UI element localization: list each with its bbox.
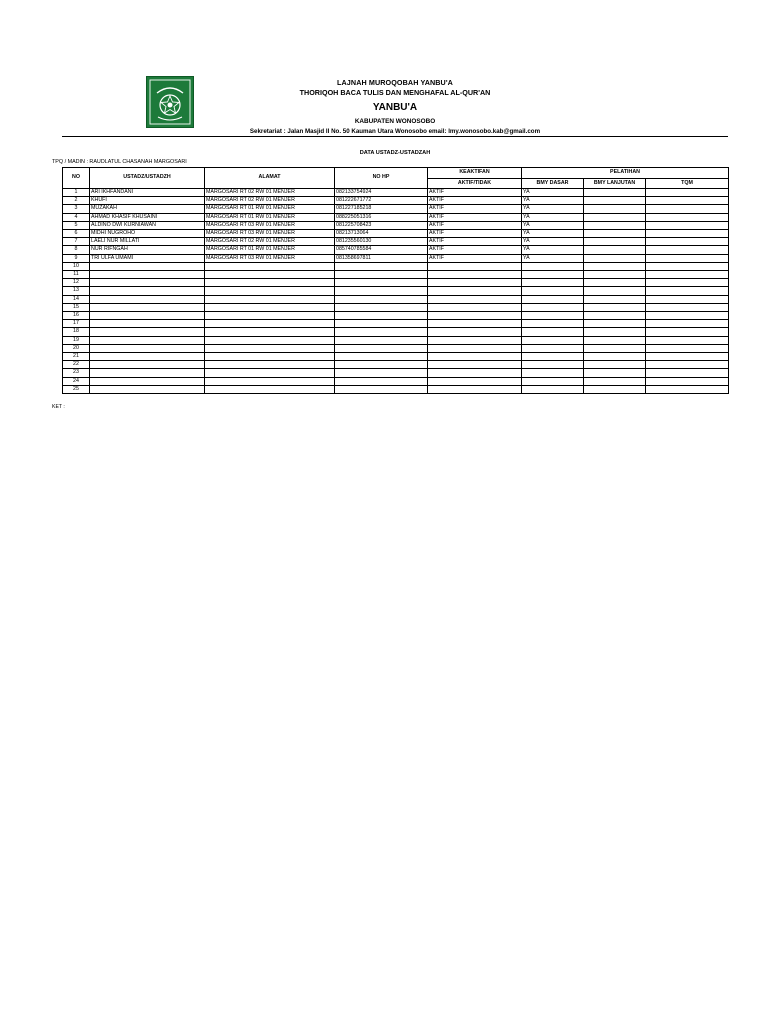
col-keaktifan: KEAKTIFAN (428, 168, 522, 179)
row-bmy-lanjutan (584, 254, 646, 262)
row-bmy-dasar (522, 377, 584, 385)
row-aktif: AKTIF (428, 197, 522, 205)
table-row (63, 385, 729, 393)
row-bmy-lanjutan (584, 189, 646, 197)
row-nohp (335, 385, 428, 393)
org-address: Sekretariat : Jalan Masjid II No. 50 Kauman Utara Wonosobo email: lmy.wonosobo.kab@gmail.com (249, 128, 541, 135)
row-no: 3 (63, 205, 90, 213)
row-no: 6 (63, 230, 90, 238)
row-bmy-dasar: YA (522, 197, 584, 205)
row-bmy-lanjutan (584, 230, 646, 238)
col-bmy-dasar: BMY DASAR (522, 178, 584, 189)
document-title: DATA USTADZ-USTADZAH (359, 150, 431, 156)
row-nohp: 081225708423 (335, 221, 428, 229)
table-row (63, 205, 729, 213)
row-name: KHUFI (90, 197, 205, 205)
row-nohp (335, 295, 428, 303)
row-no: 21 (63, 353, 90, 361)
row-bmy-lanjutan (584, 287, 646, 295)
row-bmy-dasar: YA (522, 189, 584, 197)
col-tqm: TQM (646, 178, 729, 189)
row-bmy-lanjutan (584, 246, 646, 254)
table-row (63, 369, 729, 377)
row-no: 9 (63, 254, 90, 262)
row-nohp: 081235560130 (335, 238, 428, 246)
row-bmy-dasar: YA (522, 238, 584, 246)
table-row (63, 328, 729, 336)
row-tqm (646, 377, 729, 385)
row-name: MUZAKAH (90, 205, 205, 213)
row-alamat: MARGOSARI RT 01 RW 01 MENJER (205, 205, 335, 213)
row-name: MIDHI NUGROHO (90, 230, 205, 238)
table-row (63, 279, 729, 287)
row-alamat: MARGOSARI RT 01 RW 01 MENJER (205, 213, 335, 221)
row-tqm (646, 353, 729, 361)
row-tqm (646, 262, 729, 270)
col-name: USTADZ/USTADZH (90, 168, 205, 189)
row-name (90, 377, 205, 385)
table-header (63, 168, 729, 189)
row-bmy-lanjutan (584, 271, 646, 279)
row-aktif: AKTIF (428, 221, 522, 229)
row-aktif (428, 279, 522, 287)
row-tqm (646, 221, 729, 229)
row-aktif (428, 328, 522, 336)
row-name: LAELI NUR MILLATI (90, 238, 205, 246)
col-bmy-lanjutan: BMY LANJUTAN (584, 178, 646, 189)
row-bmy-dasar: YA (522, 254, 584, 262)
row-bmy-lanjutan (584, 213, 646, 221)
row-aktif (428, 369, 522, 377)
row-alamat (205, 312, 335, 320)
row-name (90, 385, 205, 393)
row-no: 20 (63, 344, 90, 352)
row-bmy-dasar: YA (522, 213, 584, 221)
row-aktif (428, 320, 522, 328)
row-tqm (646, 254, 729, 262)
row-tqm (646, 320, 729, 328)
row-nohp: 082133754924 (335, 189, 428, 197)
row-bmy-dasar: YA (522, 221, 584, 229)
row-bmy-lanjutan (584, 205, 646, 213)
row-aktif: AKTIF (428, 230, 522, 238)
row-alamat (205, 336, 335, 344)
row-aktif (428, 377, 522, 385)
row-name (90, 262, 205, 270)
row-alamat: MARGOSARI RT 01 RW 01 MENJER (205, 246, 335, 254)
row-tqm (646, 369, 729, 377)
row-aktif (428, 336, 522, 344)
row-nohp: 081227185218 (335, 205, 428, 213)
row-tqm (646, 287, 729, 295)
row-no: 11 (63, 271, 90, 279)
row-no: 13 (63, 287, 90, 295)
row-nohp (335, 344, 428, 352)
row-nohp (335, 353, 428, 361)
row-bmy-lanjutan (584, 336, 646, 344)
row-bmy-lanjutan (584, 295, 646, 303)
row-bmy-dasar: YA (522, 230, 584, 238)
row-alamat: MARGOSARI RT 02 RW 01 MENJER (205, 189, 335, 197)
row-tqm (646, 336, 729, 344)
row-no: 18 (63, 328, 90, 336)
row-bmy-dasar (522, 328, 584, 336)
row-aktif (428, 344, 522, 352)
row-aktif (428, 303, 522, 311)
row-bmy-lanjutan (584, 328, 646, 336)
row-nohp (335, 303, 428, 311)
col-no: NO (63, 168, 90, 189)
table-row (63, 287, 729, 295)
row-alamat (205, 303, 335, 311)
letterhead (62, 72, 728, 138)
row-nohp: 081358697811 (335, 254, 428, 262)
row-bmy-dasar (522, 344, 584, 352)
row-tqm (646, 361, 729, 369)
row-name (90, 279, 205, 287)
row-nohp (335, 328, 428, 336)
row-bmy-dasar (522, 312, 584, 320)
row-alamat (205, 262, 335, 270)
row-tqm (646, 344, 729, 352)
row-no: 14 (63, 295, 90, 303)
header-divider (62, 136, 728, 137)
row-nohp (335, 361, 428, 369)
row-bmy-dasar (522, 279, 584, 287)
row-bmy-lanjutan (584, 320, 646, 328)
row-nohp (335, 279, 428, 287)
row-alamat (205, 369, 335, 377)
row-aktif: AKTIF (428, 189, 522, 197)
row-no: 4 (63, 213, 90, 221)
row-aktif (428, 262, 522, 270)
row-no: 16 (63, 312, 90, 320)
row-bmy-lanjutan (584, 303, 646, 311)
row-nohp (335, 312, 428, 320)
row-tqm (646, 238, 729, 246)
row-alamat (205, 295, 335, 303)
row-alamat: MARGOSARI RT 02 RW 01 MENJER (205, 238, 335, 246)
table-row (63, 197, 729, 205)
row-alamat: MARGOSARI RT 03 RW 01 MENJER (205, 221, 335, 229)
row-tqm (646, 303, 729, 311)
table-row (63, 344, 729, 352)
row-name (90, 271, 205, 279)
table-row (63, 189, 729, 197)
row-tqm (646, 295, 729, 303)
row-bmy-lanjutan (584, 385, 646, 393)
row-name: ALDINO DWI KURNIAWAN (90, 221, 205, 229)
org-region: KABUPATEN WONOSOBO (354, 118, 436, 125)
row-aktif (428, 385, 522, 393)
row-bmy-dasar (522, 361, 584, 369)
row-tqm (646, 279, 729, 287)
ket-note: KET : (52, 404, 65, 411)
document-sheet (52, 72, 728, 411)
row-bmy-dasar (522, 271, 584, 279)
table-row (63, 213, 729, 221)
row-tqm (646, 205, 729, 213)
table-row (63, 303, 729, 311)
row-bmy-lanjutan (584, 344, 646, 352)
row-name (90, 336, 205, 344)
row-bmy-lanjutan (584, 279, 646, 287)
row-nohp (335, 336, 428, 344)
row-bmy-lanjutan (584, 312, 646, 320)
table-row (63, 221, 729, 229)
row-no: 5 (63, 221, 90, 229)
row-name (90, 344, 205, 352)
row-nohp (335, 320, 428, 328)
row-bmy-lanjutan (584, 238, 646, 246)
row-name: AHMAD KHASIF KHUSAINI (90, 213, 205, 221)
row-no: 23 (63, 369, 90, 377)
row-alamat (205, 271, 335, 279)
row-nohp (335, 369, 428, 377)
row-name (90, 303, 205, 311)
table-row (63, 377, 729, 385)
row-aktif (428, 353, 522, 361)
table-row (63, 271, 729, 279)
row-bmy-lanjutan (584, 361, 646, 369)
row-bmy-dasar (522, 262, 584, 270)
table-row (63, 312, 729, 320)
row-bmy-dasar (522, 303, 584, 311)
row-name (90, 361, 205, 369)
table-row (63, 230, 729, 238)
row-tqm (646, 197, 729, 205)
row-aktif: AKTIF (428, 205, 522, 213)
row-bmy-dasar (522, 287, 584, 295)
row-alamat (205, 377, 335, 385)
row-tqm (646, 189, 729, 197)
row-bmy-dasar: YA (522, 205, 584, 213)
row-nohp (335, 287, 428, 295)
row-no: 24 (63, 377, 90, 385)
row-name: TRI ULFA UMAMI (90, 254, 205, 262)
row-no: 25 (63, 385, 90, 393)
row-tqm (646, 328, 729, 336)
row-alamat (205, 328, 335, 336)
row-aktif (428, 361, 522, 369)
row-bmy-lanjutan (584, 221, 646, 229)
row-alamat (205, 279, 335, 287)
table-body (63, 189, 729, 394)
row-no: 7 (63, 238, 90, 246)
row-aktif (428, 312, 522, 320)
row-bmy-lanjutan (584, 262, 646, 270)
row-nohp: 081222671772 (335, 197, 428, 205)
row-aktif: AKTIF (428, 246, 522, 254)
row-alamat: MARGOSARI RT 03 RW 01 MENJER (205, 254, 335, 262)
row-bmy-lanjutan (584, 197, 646, 205)
row-aktif: AKTIF (428, 254, 522, 262)
row-bmy-dasar (522, 353, 584, 361)
row-bmy-dasar (522, 320, 584, 328)
row-bmy-dasar (522, 369, 584, 377)
row-no: 1 (63, 189, 90, 197)
row-name (90, 295, 205, 303)
org-brand: YANBU'A (372, 102, 418, 113)
row-tqm (646, 230, 729, 238)
row-aktif (428, 295, 522, 303)
row-alamat (205, 344, 335, 352)
row-bmy-dasar (522, 385, 584, 393)
table-row (63, 320, 729, 328)
row-aktif: AKTIF (428, 213, 522, 221)
row-no: 22 (63, 361, 90, 369)
row-name (90, 369, 205, 377)
row-no: 15 (63, 303, 90, 311)
row-alamat (205, 287, 335, 295)
row-no: 17 (63, 320, 90, 328)
row-name: ARI IKHFANDANI (90, 189, 205, 197)
col-aktif-tidak: AKTIF/TIDAK (428, 178, 522, 189)
org-name: LAJNAH MUROQOBAH YANBU'A (337, 78, 453, 87)
table-row (63, 262, 729, 270)
tpq-label: TPQ / MADIN : RAUDLATUL CHASANAH MARGOSARI (52, 159, 187, 165)
row-aktif (428, 271, 522, 279)
row-no: 10 (63, 262, 90, 270)
row-nohp (335, 271, 428, 279)
row-no: 2 (63, 197, 90, 205)
row-nohp: 08213713064 (335, 230, 428, 238)
row-tqm (646, 246, 729, 254)
row-bmy-dasar (522, 295, 584, 303)
row-name (90, 328, 205, 336)
row-name (90, 353, 205, 361)
row-tqm (646, 213, 729, 221)
row-no: 8 (63, 246, 90, 254)
row-bmy-dasar (522, 336, 584, 344)
row-name: NUR RIFNGAH (90, 246, 205, 254)
row-tqm (646, 271, 729, 279)
table-row (63, 246, 729, 254)
row-no: 12 (63, 279, 90, 287)
row-name (90, 312, 205, 320)
row-tqm (646, 312, 729, 320)
table-row (63, 361, 729, 369)
row-name (90, 287, 205, 295)
row-nohp (335, 377, 428, 385)
org-subtitle: THORIQOH BACA TULIS DAN MENGHAFAL AL-QUR'AN (299, 88, 491, 97)
ustadz-table (62, 167, 729, 394)
row-alamat (205, 385, 335, 393)
table-row (63, 353, 729, 361)
table-row (63, 238, 729, 246)
row-name (90, 320, 205, 328)
row-aktif: AKTIF (428, 238, 522, 246)
row-bmy-lanjutan (584, 369, 646, 377)
row-aktif (428, 287, 522, 295)
table-row (63, 336, 729, 344)
col-alamat: ALAMAT (205, 168, 335, 189)
row-no: 19 (63, 336, 90, 344)
col-nohp: NO HP (335, 168, 428, 189)
row-alamat (205, 361, 335, 369)
row-alamat (205, 353, 335, 361)
row-bmy-dasar: YA (522, 246, 584, 254)
table-row (63, 254, 729, 262)
row-alamat: MARGOSARI RT 02 RW 01 MENJER (205, 197, 335, 205)
row-bmy-lanjutan (584, 377, 646, 385)
table-row (63, 295, 729, 303)
row-nohp: 085740785584 (335, 246, 428, 254)
col-pelatihan: PELATIHAN (522, 168, 729, 179)
row-alamat (205, 320, 335, 328)
row-bmy-lanjutan (584, 353, 646, 361)
row-nohp (335, 262, 428, 270)
row-nohp: 088225051316 (335, 213, 428, 221)
letterhead-text (62, 78, 728, 136)
row-alamat: MARGOSARI RT 03 RW 01 MENJER (205, 230, 335, 238)
row-tqm (646, 385, 729, 393)
